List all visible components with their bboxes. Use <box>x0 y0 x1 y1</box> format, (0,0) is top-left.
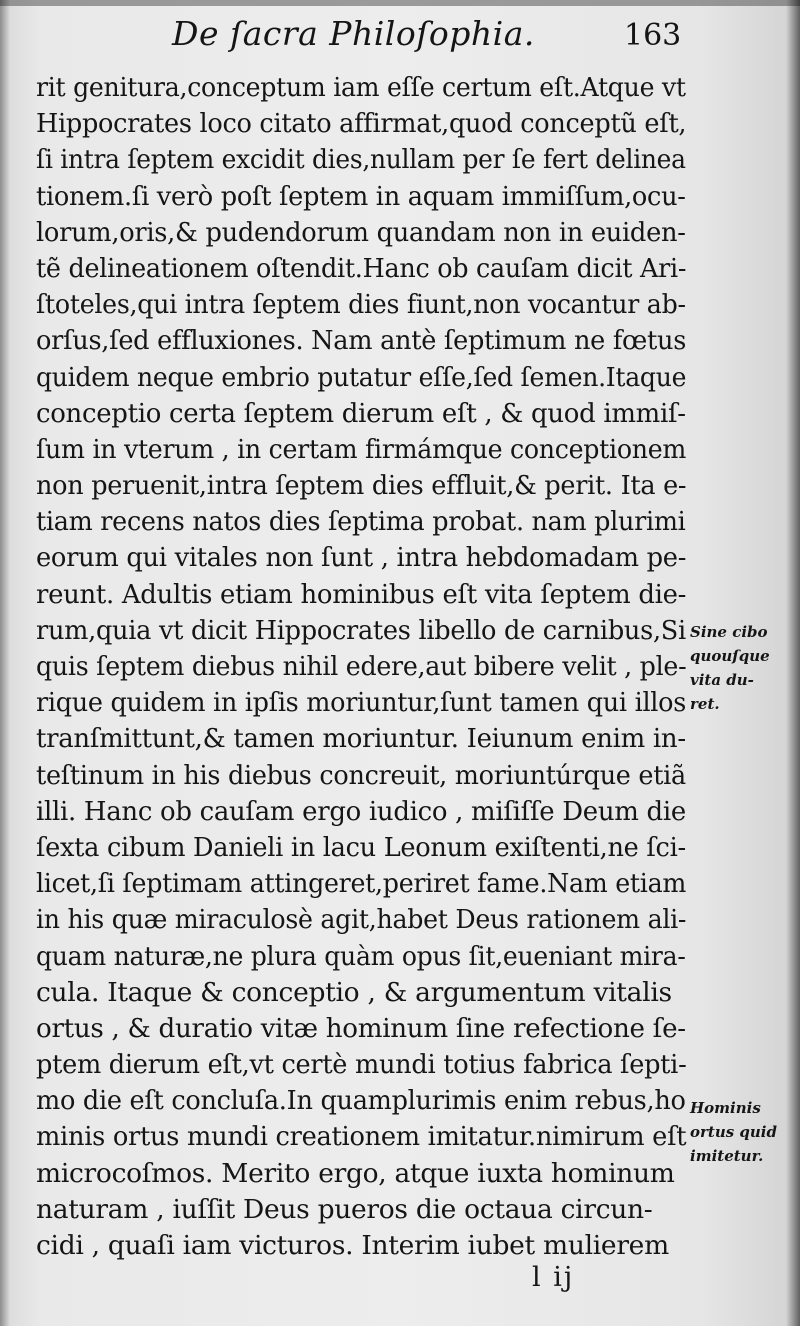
marginal-note-line: Hominis <box>690 1099 761 1117</box>
text-line: rit genitura,conceptum iam eſſe certum eſt.Atque vt <box>36 72 686 103</box>
text-line: teſtinum in his diebus concreuit, moriuntúrque etiã <box>36 759 686 791</box>
text-line: licet,ſi ſeptimam attingeret,periret fame.Nam etiam <box>36 868 687 900</box>
page-number: 163 <box>624 18 682 53</box>
text-line: Hippocrates loco citato affirmat,quod conceptũ eſt, <box>36 108 687 140</box>
text-line: quam naturæ,ne plura quàm opus ſit,eueniant mira- <box>36 940 686 972</box>
marginal-note-line: Sine cibo <box>690 623 768 641</box>
scan-edge-left <box>0 0 10 1326</box>
text-line: lorum,oris,& pudendorum quandam non in euiden- <box>36 216 686 248</box>
text-line: eorum qui vitales non ſunt , intra hebdomadam pe- <box>36 542 687 574</box>
signature-mark: l ij <box>532 1262 575 1293</box>
text-line: cidi , quaſi iam victuros. Interim iubet mulierem <box>36 1230 669 1261</box>
text-line: rique quidem in ipſis moriuntur,ſunt tamen qui illos <box>36 687 687 719</box>
text-line: ptem dierum eſt,vt certè mundi totius fabrica ſepti- <box>36 1049 687 1081</box>
text-line: ſtoteles,qui intra ſeptem dies fiunt,non vocantur ab- <box>36 289 686 321</box>
text-line: ortus , & duratio vitæ hominum ſine refectione ſe- <box>36 1012 686 1044</box>
text-line: ſexta cibum Danieli in lacu Leonum exiſtenti,ne ſci- <box>36 831 686 863</box>
text-line: in his quæ miraculosè agit,habet Deus rationem ali- <box>36 904 687 936</box>
text-line: ſi intra ſeptem excidit dies,nullam per ſe fert delinea <box>36 144 686 176</box>
scan-edge-top <box>0 0 800 6</box>
text-line: non peruenit,intra ſeptem dies effluit,& perit. Ita e- <box>36 470 687 502</box>
text-line: tranſmittunt,& tamen moriuntur. Ieiunum enim in- <box>36 723 686 755</box>
text-line: quis ſeptem diebus nihil edere,aut bibere velit , ple- <box>36 651 687 682</box>
text-line: ſum in vterum , in certam firmámque conceptionem <box>36 433 687 465</box>
text-line: conceptio certa ſeptem dierum eſt , & quod immiſ- <box>36 397 686 429</box>
text-line: rum,quia vt dicit Hippocrates libello de carnibus,Si <box>36 614 686 646</box>
text-line: illi. Hanc ob cauſam ergo iudico , miſiſſe Deum die <box>36 795 686 827</box>
text-line: mo die eſt concluſa.In quamplurimis enim rebus,ho <box>36 1085 686 1117</box>
body-text <box>36 70 686 1264</box>
marginal-note <box>690 1096 790 1168</box>
text-line: tiam recens natos dies ſeptima probat. nam plurimi <box>36 506 686 538</box>
marginal-note-line: imitetur. <box>690 1147 764 1165</box>
text-line: cula. Itaque & conceptio , & argumentum vitalis <box>36 976 672 1008</box>
marginal-note-line: quouſque <box>690 647 770 665</box>
text-line: minis ortus mundi creationem imitatur.nimirum eſt <box>36 1121 687 1153</box>
marginal-note <box>690 620 790 716</box>
running-head: De ſacra Philoſophia. <box>172 14 535 53</box>
marginal-note-line: ortus quid <box>690 1123 777 1141</box>
text-line: reunt. Adultis etiam hominibus eſt vita ſeptem die- <box>36 578 687 610</box>
text-line: naturam , iuſſit Deus pueros die octaua circun- <box>36 1193 653 1225</box>
text-line: quidem neque embrio putatur eſſe,ſed ſemen.Itaque <box>36 361 687 393</box>
text-line: tẽ delineationem oſtendit.Hanc ob cauſam dicit Ari- <box>36 252 687 284</box>
marginal-note-line: ret. <box>690 695 720 713</box>
marginal-note-line: vita du- <box>690 671 754 689</box>
text-line: microcoſmos. Merito ergo, atque iuxta hominum <box>36 1157 675 1189</box>
text-line: orſus,ſed effluxiones. Nam antè ſeptimum ne fœtus <box>36 325 687 357</box>
text-line: tionem.ſi verò poſt ſeptem in aquam immiſſum,ocu- <box>36 180 686 212</box>
